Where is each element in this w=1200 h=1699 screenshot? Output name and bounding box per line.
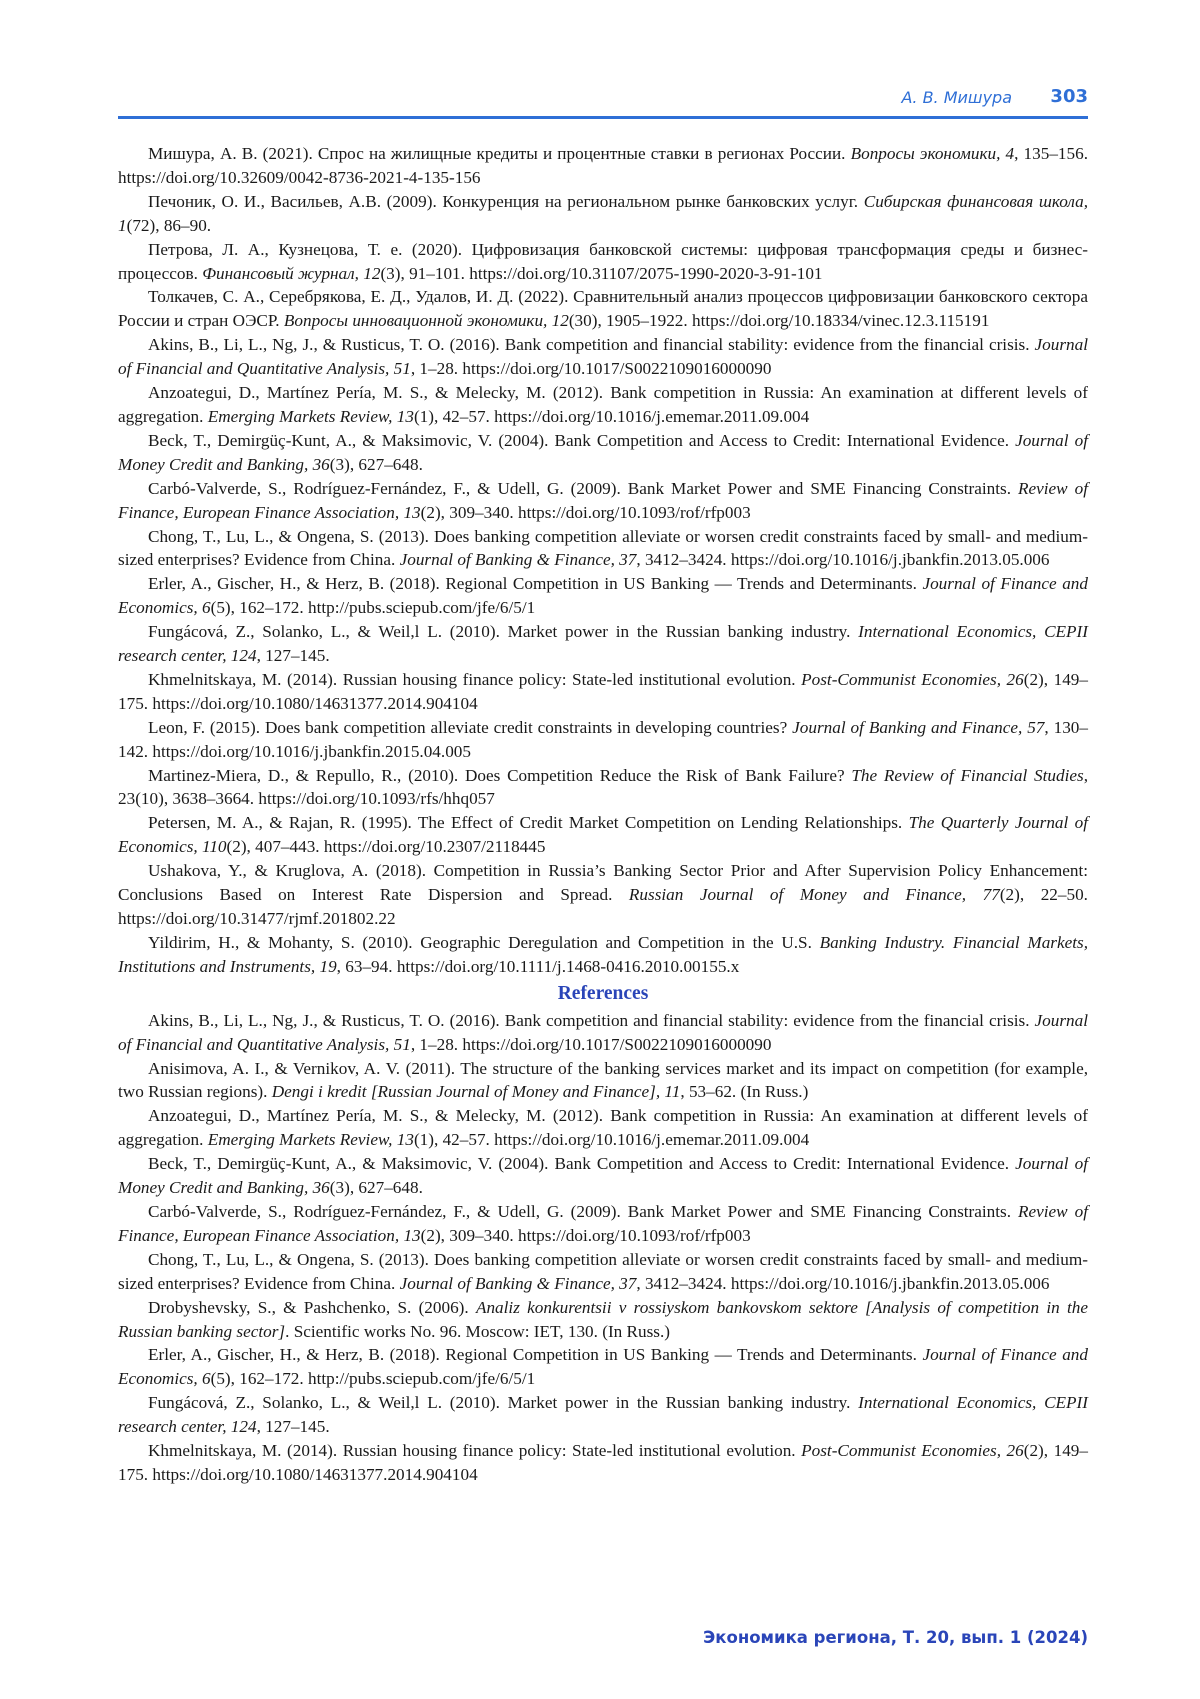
reference-source: Journal of Financial and Quantitative Analysis, 51 [118, 335, 1088, 379]
reference-entry [118, 1343, 1088, 1391]
reference-source: The Review of Financial Studies [851, 765, 1084, 785]
reference-source: Post-Communist Economies, 26 [801, 1441, 1024, 1461]
reference-text: Anisimova, A. I., & Vernikov, A. V. (2011). The structure of the banking services market and its impact on competition (for example, two Russian regions). [118, 1058, 1088, 1102]
reference-text: , 1–28. https://doi.org/10.1017/S0022109016000090 [410, 359, 772, 379]
reference-source: International Economics, CEPII research center, 124 [118, 1393, 1089, 1437]
reference-entry [118, 285, 1088, 333]
reference-entry [118, 333, 1088, 381]
reference-text: , 135–156. https://doi.org/10.32609/0042-8736-2021-4-135-156 [118, 144, 1089, 187]
english-reference-list [118, 1009, 1088, 1487]
reference-source: Journal of Banking & Finance, 37 [399, 1273, 637, 1293]
reference-text: Толкачев, С. А., Серебрякова, Е. Д., Удалов, И. Д. (2022). Сравнительный анализ процессов цифровизации банковского сектора России и стран ОЭСР. [118, 287, 1088, 331]
reference-content [118, 142, 1088, 1487]
reference-entry [118, 190, 1088, 238]
reference-source: Journal of Money Credit and Banking, 36 [118, 430, 1088, 474]
reference-entry [118, 1152, 1088, 1200]
reference-source: Review of Finance, European Finance Association, 13 [118, 1201, 1088, 1245]
russian-reference-list [118, 142, 1088, 979]
reference-text: (2), 149–175. https://doi.org/10.1080/14631377.2014.904104 [118, 669, 1088, 713]
reference-source: Сибирская финансовая школа, 1 [118, 191, 1088, 235]
reference-entry [118, 525, 1088, 573]
reference-text: Petersen, M. A., & Rajan, R. (1995). The Effect of Credit Market Competition on Lending Relationships. [148, 813, 909, 833]
reference-text: (30), 1905–1922. https://doi.org/10.18334/vinec.12.3.115191 [568, 311, 990, 331]
reference-text: Fungácová, Z., Solanko, L., & Weil,l L. (2010). Market power in the Russian banking industry. [148, 622, 859, 642]
reference-text: , 23(10), 3638–3664. https://doi.org/10.1093/rfs/hhq057 [118, 765, 1088, 809]
reference-text: Drobyshevsky, S., & Pashchenko, S. (2006). [148, 1297, 476, 1317]
reference-text: Anzoategui, D., Martínez Pería, M. S., & Melecky, M. (2012). Bank competition in Russia: An examination at different levels of aggregation. [118, 383, 1088, 426]
reference-source: Emerging Markets Review, 13 [207, 1130, 414, 1150]
reference-text: Chong, T., Lu, L., & Ongena, S. (2013). Does banking competition alleviate or worsen credit constraints faced by small- and medium-sized enterprises? Evidence from China. [118, 526, 1088, 570]
reference-entry [118, 1057, 1088, 1105]
reference-text: Петрова, Л. А., Кузнецова, Т. е. (2020). Цифровизация банковской системы: цифровая трансформация среды и бизнес-процессов. [118, 239, 1088, 283]
reference-source: Journal of Banking & Finance, 37 [399, 550, 637, 570]
reference-text: , 127–145. [256, 646, 330, 666]
reference-entry [118, 1296, 1088, 1344]
reference-source: Journal of Financial and Quantitative Analysis, 51 [118, 1010, 1088, 1054]
reference-text: Carbó-Valverde, S., Rodríguez-Fernández, F., & Udell, G. (2009). Bank Market Power and SME Financing Constraints. [148, 478, 1019, 498]
reference-entry [118, 238, 1088, 286]
reference-entry [118, 572, 1088, 620]
reference-source: Dengi i kredit [Russian Journal of Money and Finance], 11 [271, 1082, 681, 1102]
reference-text: (2), 22–50. https://doi.org/10.31477/rjmf.201802.22 [118, 885, 1088, 928]
reference-source: Финансовый журнал, 12 [202, 263, 381, 283]
reference-source: Вопросы экономики, 4 [850, 144, 1015, 163]
reference-text: (72), 86–90. [126, 215, 212, 235]
running-header [118, 86, 1088, 119]
reference-source: Analiz konkurentsii v rossiyskom bankovskom sektore [Analysis of competition in the Russian banking sector] [118, 1297, 1088, 1341]
reference-entry [118, 1104, 1088, 1152]
reference-text: Fungácová, Z., Solanko, L., & Weil,l L. (2010). Market power in the Russian banking industry. [148, 1393, 859, 1413]
reference-entry [118, 811, 1088, 859]
reference-text: Khmelnitskaya, M. (2014). Russian housing finance policy: State-led institutional evolution. [148, 669, 802, 689]
reference-text: (3), 627–648. [329, 1178, 423, 1198]
reference-text: (5), 162–172. http://pubs.sciepub.com/jfe/6/5/1 [210, 598, 536, 618]
reference-text: , 3412–3424. https://doi.org/10.1016/j.jbankfin.2013.05.006 [636, 1273, 1050, 1293]
reference-entry [118, 429, 1088, 477]
reference-text: Akins, B., Li, L., Ng, J., & Rusticus, T. O. (2016). Bank competition and financial stability: evidence from the financial crisis. [148, 335, 1035, 355]
reference-source: Journal of Banking and Finance, 57 [792, 717, 1045, 737]
reference-text: , 53–62. (In Russ.) [680, 1082, 809, 1102]
reference-text: (2), 149–175. https://doi.org/10.1080/14631377.2014.904104 [118, 1441, 1088, 1484]
reference-text: , 130–142. https://doi.org/10.1016/j.jbankfin.2015.04.005 [118, 717, 1088, 761]
reference-source: International Economics, CEPII research center, 124 [118, 622, 1089, 666]
header-author: А. В. Мишура [901, 88, 1012, 107]
reference-source: Emerging Markets Review, 13 [207, 406, 414, 426]
reference-entry [118, 764, 1088, 812]
reference-source: Journal of Finance and Economics, 6 [118, 574, 1088, 618]
reference-text: Martinez-Miera, D., & Repullo, R., (2010). Does Competition Reduce the Risk of Bank Failure? [148, 765, 852, 785]
reference-text: Beck, T., Demirgüç-Kunt, A., & Maksimovic, V. (2004). Bank Competition and Access to Credit: International Evidence. [148, 430, 1016, 450]
journal-footer: Экономика региона, Т. 20, вып. 1 (2024) [703, 1628, 1088, 1647]
reference-text: (2), 309–340. https://doi.org/10.1093/rof/rfp003 [420, 1225, 751, 1245]
reference-text: , 127–145. [256, 1417, 330, 1437]
reference-source: Post-Communist Economies, 26 [801, 669, 1024, 689]
reference-source: Вопросы инновационной экономики, 12 [283, 311, 569, 331]
reference-entry [118, 716, 1088, 764]
reference-entry [118, 1200, 1088, 1248]
reference-text: Anzoategui, D., Martínez Pería, M. S., & Melecky, M. (2012). Bank competition in Russia: An examination at different levels of aggregation. [118, 1106, 1088, 1150]
reference-entry [118, 668, 1088, 716]
page-number: 303 [1050, 86, 1088, 107]
reference-text: Khmelnitskaya, M. (2014). Russian housing finance policy: State-led institutional evolution. [148, 1441, 802, 1461]
reference-text: (3), 627–648. [329, 454, 423, 474]
references-heading: References [557, 982, 649, 1004]
reference-text: (3), 91–101. https://doi.org/10.31107/2075-1990-2020-3-91-101 [380, 263, 823, 283]
reference-entry [118, 1439, 1088, 1487]
reference-text: Erler, A., Gischer, H., & Herz, B. (2018). Regional Competition in US Banking — Trends and Determinants. [148, 574, 923, 594]
reference-text: Akins, B., Li, L., Ng, J., & Rusticus, T. O. (2016). Bank competition and financial stability: evidence from the financial crisis. [148, 1010, 1035, 1030]
reference-text: (5), 162–172. http://pubs.sciepub.com/jfe/6/5/1 [210, 1369, 536, 1389]
reference-entry [118, 1248, 1088, 1296]
reference-source: Journal of Money Credit and Banking, 36 [118, 1154, 1088, 1198]
reference-text: Печоник, О. И., Васильев, А.В. (2009). Конкуренция на региональном рынке банковских услуг. [148, 191, 864, 211]
reference-text: Chong, T., Lu, L., & Ongena, S. (2013). Does banking competition alleviate or worsen credit constraints faced by small- and medium-sized enterprises? Evidence from China. [118, 1249, 1088, 1293]
reference-entry [118, 477, 1088, 525]
reference-text: Yildirim, H., & Mohanty, S. (2010). Geographic Deregulation and Competition in the U.S. [148, 932, 820, 952]
reference-text: , 63–94. https://doi.org/10.1111/j.1468-0416.2010.00155.x [336, 956, 740, 976]
reference-source: Review of Finance, European Finance Association, 13 [118, 478, 1088, 522]
reference-entry [118, 1391, 1088, 1439]
reference-text: (1), 42–57. https://doi.org/10.1016/j.ememar.2011.09.004 [413, 406, 810, 426]
reference-text: Ushakova, Y., & Kruglova, A. (2018). Competition in Russia’s Banking Sector Prior and After Supervision Policy Enhancement: Conclusions Based on Interest Rate Dispersion and Spread. [118, 861, 1088, 905]
reference-text: Erler, A., Gischer, H., & Herz, B. (2018). Regional Competition in US Banking — Trends and Determinants. [148, 1345, 923, 1365]
reference-text: Мишура, А. В. (2021). Спрос на жилищные кредиты и процентные ставки в регионах России. [148, 144, 851, 163]
reference-text: (2), 407–443. https://doi.org/10.2307/2118445 [226, 837, 546, 857]
reference-text: , 3412–3424. https://doi.org/10.1016/j.jbankfin.2013.05.006 [636, 550, 1050, 570]
reference-entry [118, 142, 1088, 190]
reference-source: Russian Journal of Money and Finance, 77 [628, 885, 1000, 905]
reference-entry [118, 1009, 1088, 1057]
reference-text: Beck, T., Demirgüç-Kunt, A., & Maksimovic, V. (2004). Bank Competition and Access to Credit: International Evidence. [148, 1154, 1016, 1174]
reference-source: Banking Industry. Financial Markets, Institutions and Instruments, 19 [118, 932, 1088, 976]
reference-entry [118, 931, 1088, 979]
reference-entry [118, 381, 1088, 429]
reference-text: (1), 42–57. https://doi.org/10.1016/j.ememar.2011.09.004 [413, 1130, 810, 1150]
reference-entry [118, 620, 1088, 668]
reference-text: . Scientific works No. 96. Moscow: IET, 130. (In Russ.) [285, 1321, 671, 1341]
reference-source: Journal of Finance and Economics, 6 [118, 1345, 1088, 1389]
reference-text: (2), 309–340. https://doi.org/10.1093/rof/rfp003 [420, 502, 751, 522]
reference-entry [118, 859, 1088, 931]
reference-text: Carbó-Valverde, S., Rodríguez-Fernández, F., & Udell, G. (2009). Bank Market Power and SME Financing Constraints. [148, 1201, 1019, 1221]
reference-text: , 1–28. https://doi.org/10.1017/S0022109016000090 [410, 1034, 772, 1054]
reference-source: The Quarterly Journal of Economics, 110 [118, 813, 1088, 857]
reference-text: Leon, F. (2015). Does bank competition alleviate credit constraints in developing countries? [148, 717, 793, 737]
